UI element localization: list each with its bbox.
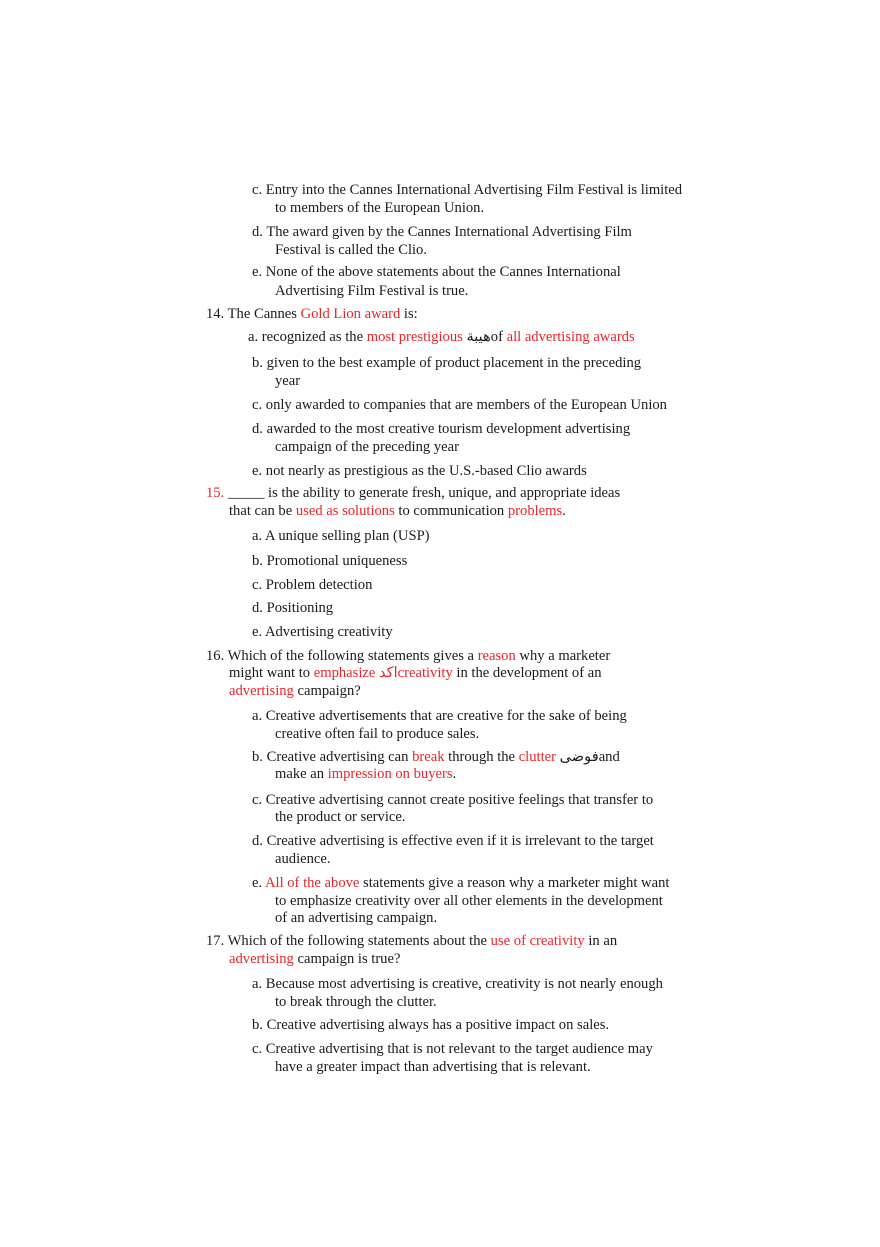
- text-line: [275, 910, 437, 927]
- text-segment: b. given to the best example of product placement in the preceding: [252, 355, 642, 371]
- highlighted-text: All of the above: [264, 875, 360, 891]
- text-line: [252, 624, 393, 641]
- text-line: [252, 875, 669, 892]
- text-line: [275, 1059, 591, 1076]
- text-line: [252, 421, 630, 438]
- text-segment: might want to: [229, 665, 314, 681]
- text-segment: of an advertising campaign.: [275, 910, 438, 926]
- text-segment: a. Because most advertising is creative, creativity is not nearly enough: [252, 976, 663, 992]
- text-segment: .: [562, 503, 566, 519]
- text-segment: through the: [444, 749, 519, 765]
- text-segment: 14. The Cannes: [206, 306, 301, 322]
- text-segment: d. The award given by the Cannes International Advertising Film: [252, 224, 632, 240]
- text-segment: c. Creative advertising cannot create positive feelings that transfer to: [252, 792, 654, 808]
- text-segment: d. Creative advertising is effective even if it is irrelevant to the target: [252, 833, 654, 849]
- text-line: [252, 355, 641, 372]
- text-segment: e. None of the above statements about the Cannes International: [252, 264, 621, 280]
- text-segment: _____ is the ability to generate fresh, unique, and appropriate ideas: [224, 485, 621, 501]
- highlighted-text: all advertising awards: [506, 329, 635, 345]
- text-segment: the product or service.: [275, 809, 406, 825]
- text-line: [252, 553, 407, 570]
- text-segment: that can be: [229, 503, 296, 519]
- text-line: [252, 600, 333, 617]
- text-line: [206, 306, 418, 323]
- text-segment: b. Promotional uniqueness: [252, 553, 408, 569]
- text-line: [229, 951, 400, 968]
- text-line: [252, 976, 663, 993]
- text-segment: c. Entry into the Cannes International Advertising Film Festival is limited: [252, 182, 683, 198]
- highlighted-text: break: [412, 749, 445, 765]
- text-line: [229, 503, 566, 520]
- text-segment: .: [452, 766, 457, 782]
- text-segment: e. Advertising creativity: [252, 624, 393, 640]
- text-segment: of: [490, 329, 507, 345]
- text-line: [229, 665, 602, 682]
- text-segment: e.: [252, 875, 265, 891]
- text-line: [275, 726, 479, 743]
- text-segment: 16. Which of the following statements gives a: [206, 648, 478, 664]
- text-segment: فوضى: [555, 749, 599, 765]
- highlighted-text: reason: [477, 648, 516, 664]
- text-line: [252, 528, 430, 545]
- text-line: [206, 485, 620, 502]
- text-segment: to break through the clutter.: [275, 994, 437, 1010]
- text-line: [252, 749, 620, 766]
- highlighted-text: impression on buyers: [327, 766, 453, 782]
- text-line: [206, 933, 617, 950]
- text-line: [275, 283, 468, 300]
- text-segment: d. awarded to the most creative tourism development advertising: [252, 421, 631, 437]
- highlighted-text: problems: [507, 503, 563, 519]
- text-segment: d. Positioning: [252, 600, 334, 616]
- text-line: [275, 242, 427, 259]
- text-segment: هيبة: [462, 329, 491, 345]
- text-segment: e. not nearly as prestigious as the U.S.-based Clio awards: [252, 463, 587, 479]
- text-line: [275, 439, 459, 456]
- highlighted-text: اكد: [375, 665, 398, 681]
- text-line: [206, 648, 610, 665]
- highlighted-text: 15.: [206, 485, 225, 501]
- text-segment: c. Creative advertising that is not relevant to the target audience may: [252, 1041, 653, 1057]
- text-line: [275, 893, 663, 910]
- text-segment: statements give a reason why a marketer might want: [359, 875, 670, 891]
- highlighted-text: Gold Lion award: [300, 306, 401, 322]
- text-line: [275, 373, 300, 390]
- text-segment: a. A unique selling plan (USP): [252, 528, 430, 544]
- text-segment: to emphasize creativity over all other elements in the development: [275, 893, 663, 909]
- text-segment: Advertising Film Festival is true.: [275, 283, 469, 299]
- text-line: [252, 708, 627, 725]
- text-segment: a. recognized as the: [248, 329, 367, 345]
- text-line: [252, 264, 621, 281]
- text-line: [252, 833, 654, 850]
- text-segment: campaign of the preceding year: [275, 439, 459, 455]
- highlighted-text: emphasize: [313, 665, 376, 681]
- text-segment: is:: [400, 306, 418, 322]
- highlighted-text: creativity: [397, 665, 453, 681]
- text-segment: year: [275, 373, 301, 389]
- text-line: [252, 1017, 609, 1034]
- text-segment: make an: [275, 766, 328, 782]
- highlighted-text: used as solutions: [295, 503, 395, 519]
- text-line: [252, 463, 587, 480]
- highlighted-text: advertising: [229, 951, 294, 967]
- text-line: [252, 224, 632, 241]
- text-line: [252, 792, 653, 809]
- text-line: [229, 683, 361, 700]
- text-segment: b. Creative advertising always has a positive impact on sales.: [252, 1017, 610, 1033]
- text-segment: why a marketer: [515, 648, 611, 664]
- text-segment: Festival is called the Clio.: [275, 242, 427, 258]
- text-segment: c. Problem detection: [252, 577, 373, 593]
- text-line: [275, 766, 456, 783]
- text-line: [248, 329, 635, 346]
- text-segment: a. Creative advertisements that are creative for the sake of being: [252, 708, 627, 724]
- highlighted-text: advertising: [229, 683, 294, 699]
- text-line: [252, 397, 667, 414]
- text-segment: b. Creative advertising can: [252, 749, 413, 765]
- text-segment: in the development of an: [452, 665, 602, 681]
- text-segment: to communication: [394, 503, 508, 519]
- highlighted-text: use of creativity: [490, 933, 585, 949]
- text-line: [275, 994, 437, 1011]
- text-segment: campaign is true?: [293, 951, 401, 967]
- text-segment: audience.: [275, 851, 331, 867]
- highlighted-text: clutter: [518, 749, 556, 765]
- text-line: [252, 1041, 653, 1058]
- text-line: [252, 577, 372, 594]
- text-segment: to members of the European Union.: [275, 200, 485, 216]
- text-segment: have a greater impact than advertising that is relevant.: [275, 1059, 591, 1075]
- text-segment: c. only awarded to companies that are members of the European Union: [252, 397, 667, 413]
- text-segment: campaign?: [293, 683, 361, 699]
- text-segment: creative often fail to produce sales.: [275, 726, 480, 742]
- text-line: [275, 851, 331, 868]
- text-line: [252, 182, 682, 199]
- text-segment: and: [598, 749, 620, 765]
- text-line: [275, 200, 484, 217]
- text-line: [275, 809, 405, 826]
- text-segment: in an: [584, 933, 618, 949]
- highlighted-text: most prestigious: [366, 329, 463, 345]
- text-segment: 17. Which of the following statements about the: [206, 933, 491, 949]
